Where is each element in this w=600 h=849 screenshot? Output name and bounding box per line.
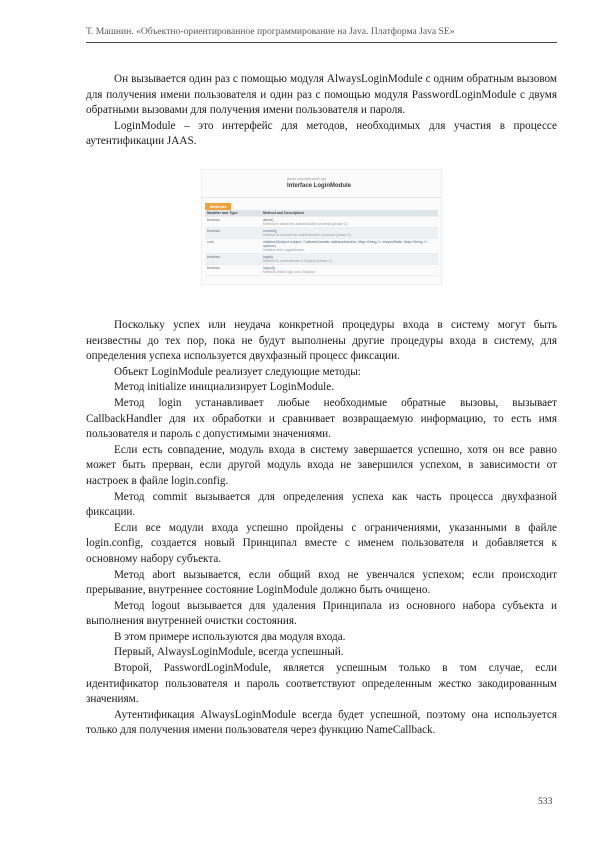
paragraph: Поскольку успех или неудача конкретной процедуры входа в систему могут быть неизвестны до тех пор, пока не будут выполнены другие процедуры входа в систему, для определения успеха используется двухфазный процесс фиксации. xyxy=(86,319,557,363)
figure-methods-tab: Methods xyxy=(205,203,231,210)
method-cell xyxy=(261,228,438,239)
table-row xyxy=(205,265,438,276)
paragraph: Метод logout вызывается для удаления Принципала из основного набора субъекта и выполнения внутренней очистки состояния. xyxy=(86,599,557,628)
method-cell xyxy=(261,265,438,276)
page-number: 533 xyxy=(538,796,553,807)
method-return-type: boolean xyxy=(205,228,261,239)
method-signature: initialize(Subject subject, CallbackHandler callbackHandler, Map<String,?> sharedState, Map<String,?> options) xyxy=(263,240,428,248)
method-description: Method to commit the authentication process (phase 2). xyxy=(263,233,352,237)
figure-package-name: javax.security.auth.spi xyxy=(287,176,327,181)
table-row xyxy=(205,228,438,239)
figure-column-header: Modifier and Type xyxy=(205,210,261,217)
figure-column-header: Method and Description xyxy=(261,210,438,217)
method-description: Method which logs out a Subject. xyxy=(263,270,316,274)
method-return-type: void xyxy=(205,239,261,254)
method-description: Initialize this LoginModule. xyxy=(263,248,306,252)
method-description: Method to abort the authentication process (phase 2). xyxy=(263,222,349,226)
body-text-top xyxy=(86,72,557,150)
method-signature: abort() xyxy=(263,218,274,222)
paragraph: LoginModule – это интерфейс для методов, необходимых для участия в процессе аутентификации JAAS. xyxy=(86,119,557,148)
paragraph: Метод login устанавливает любые необходимые обратные вызовы, вызывает CallbackHandler для их обработки и сравнивает возвращаемую информацию, то есть имя пользователя и пароль с допустимыми значениями. xyxy=(86,396,557,441)
method-cell xyxy=(261,254,438,265)
paragraph: Метод initialize инициализирует LoginModule. xyxy=(114,381,335,394)
body-text-bottom xyxy=(86,318,557,739)
method-signature: login() xyxy=(263,255,273,259)
method-signature: commit() xyxy=(263,229,277,233)
paragraph: Первый, AlwaysLoginModule, всегда успешный. xyxy=(114,646,344,659)
method-signature: logout() xyxy=(263,266,276,270)
header-rule xyxy=(86,42,557,43)
paragraph: Если все модули входа успешно пройдены с ограничениями, указанными в файле login.config, создается новый Принципал вместе с именем пользователя и добавляется к основному набору субъекта. xyxy=(86,521,557,565)
method-cell xyxy=(261,239,438,254)
method-return-type: boolean xyxy=(205,217,261,228)
paragraph: Метод commit вызывается для определения успеха как часть процесса двухфазной фиксации. xyxy=(86,490,557,519)
method-description: Method to authenticate a Subject (phase 1). xyxy=(263,259,333,263)
running-header: Т. Машнин. «Объектно-ориентированное программирование на Java. Платформа Java SE» xyxy=(86,26,455,37)
paragraph: Объект LoginModule реализует следующие методы: xyxy=(114,365,361,378)
paragraph: Аутентификация AlwaysLoginModule всегда будет успешной, поэтому она используется только для получения имени пользователя через функцию NameCallback. xyxy=(86,708,557,737)
figure-interface-title: Interface LoginModule xyxy=(287,183,352,189)
javadoc-screenshot-figure xyxy=(201,169,442,285)
method-cell xyxy=(261,217,438,228)
table-row xyxy=(205,239,438,254)
method-return-type: boolean xyxy=(205,265,261,276)
table-row xyxy=(205,217,438,228)
paragraph: Он вызывается один раз с помощью модуля AlwaysLoginModule с одним обратным вызовом для получения имени пользователя и один раз с помощью модуля PasswordLoginModule с двумя обратными вызовами для получения имени пользователя и пароля. xyxy=(86,73,557,117)
paragraph: Метод abort вызывается, если общий вход не увенчался успехом; если происходит прерывание, внутреннее состояние LoginModule должно быть очищено. xyxy=(86,568,557,597)
table-row xyxy=(205,254,438,265)
figure-methods-table xyxy=(205,210,438,276)
figure-divider xyxy=(202,197,441,198)
method-return-type: boolean xyxy=(205,254,261,265)
paragraph: Второй, PasswordLoginModule, является успешным только в том случае, если идентификатор пользователя и пароль соответствуют определенным жестко закодированным значениям. xyxy=(86,662,557,706)
paragraph: Если есть совпадение, модуль входа в систему завершается успешно, хотя он все равно может быть прерван, если другой модуль входа не завершился успехом, в зависимости от настроек в файле login.config. xyxy=(86,443,557,487)
paragraph: В этом примере используются два модуля входа. xyxy=(114,630,346,643)
